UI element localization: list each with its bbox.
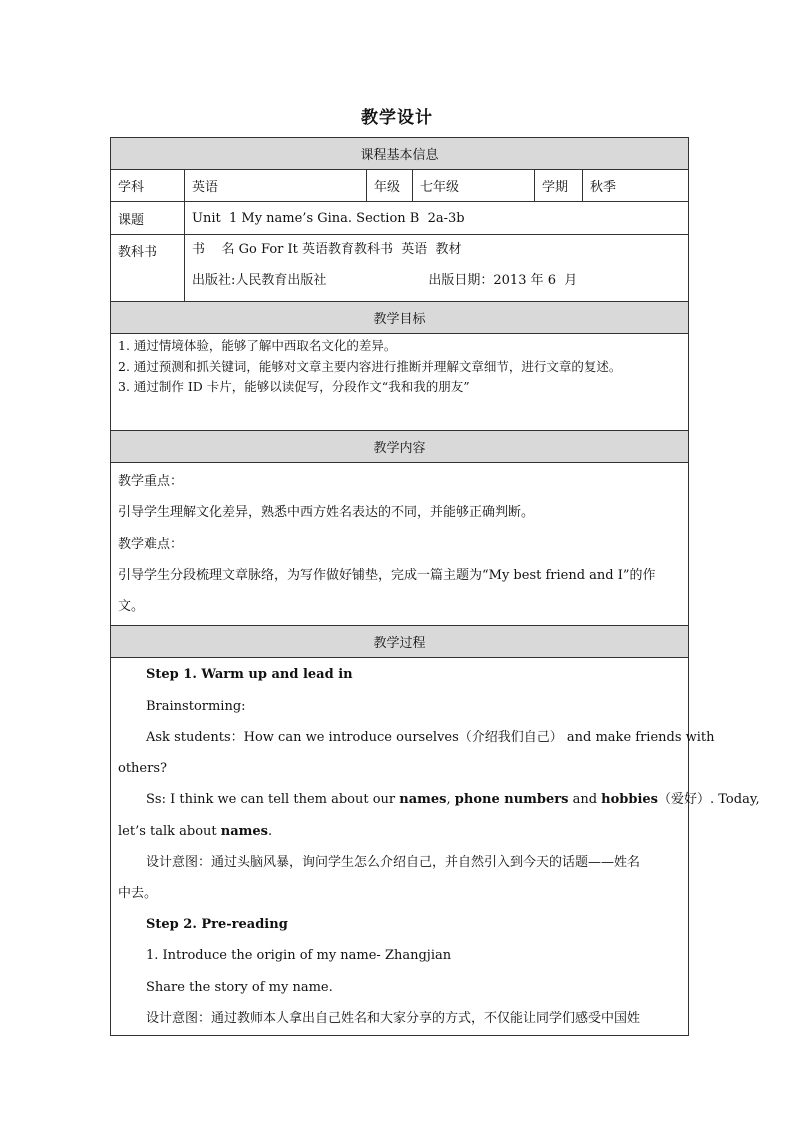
lesson-plan-table (110, 137, 760, 1036)
objective-item: 3. 通过制作 ID 卡片，能够以读促写，分段作文“我和我的朋友” (118, 379, 470, 394)
keyword-phone-numbers: phone numbers (454, 792, 569, 808)
subject-label: 学科 (111, 170, 185, 202)
textbook-publish-line (192, 272, 681, 290)
answer-text: . (268, 823, 273, 839)
textbook-name: 书 名 Go For It 英语教育教科书 英语 教材 (192, 242, 462, 257)
origin-text: 1. Introduce the origin of my name- Zhangjian (146, 948, 452, 964)
objectives-list (111, 334, 689, 431)
term-value: 秋季 (583, 170, 689, 202)
term-label: 学期 (535, 170, 583, 202)
page-title: 教学设计 (361, 108, 433, 128)
publisher: 出版社:人民教育出版社 (192, 273, 327, 288)
answer-text: let’s talk about (118, 823, 221, 839)
difficult-point-label: 教学难点： (118, 536, 184, 552)
process-body (111, 658, 760, 1036)
answer-text: Ss: I think we can tell them about our (146, 792, 400, 808)
section-header-basic-info: 课程基本信息 (111, 138, 689, 170)
section-header-process: 教学过程 (111, 626, 689, 658)
textbook-label: 教科书 (111, 235, 185, 302)
design-intent-1: 设计意图：通过头脑风暴，询问学生怎么介绍自己，并自然引入到今天的话题——姓名 (146, 854, 641, 870)
difficult-point-text-cont: 文。 (118, 599, 145, 615)
subject-value: 英语 (185, 170, 367, 202)
key-point-text: 引导学生理解文化差异，熟悉中西方姓名表达的不同，并能够正确判断。 (118, 505, 535, 521)
grade-value: 七年级 (413, 170, 535, 202)
design-intent-1-cont: 中去。 (118, 885, 158, 901)
key-point-label: 教学重点： (118, 474, 184, 489)
topic-label: 课题 (111, 202, 185, 235)
students-answer (118, 784, 760, 815)
ask-students-text-cont: others? (118, 761, 167, 777)
objective-item: 2. 通过预测和抓关键词，能够对文章主要内容进行推断并理解文章细节，进行文章的复述。 (118, 358, 622, 374)
section-header-content: 教学内容 (111, 431, 689, 463)
keyword-hobbies: hobbies (601, 792, 658, 808)
topic-value: Unit 1 My name’s Gina. Section B 2a-3b (185, 202, 689, 235)
share-text: Share the story of my name. (146, 979, 333, 995)
brainstorming-text: Brainstorming: (146, 698, 246, 714)
grade-label: 年级 (367, 170, 413, 202)
objective-item: 1. 通过情境体验，能够了解中西取名文化的差异。 (118, 338, 397, 353)
section-header-objectives: 教学目标 (111, 302, 689, 334)
design-intent-2: 设计意图：通过教师本人拿出自己姓名和大家分享的方式，不仅能让同学们感受中国姓 (146, 1010, 641, 1026)
content-body (111, 463, 689, 626)
answer-text: （爱好）. Today, (658, 792, 760, 808)
difficult-point-text: 引导学生分段梳理文章脉络，为写作做好铺垫，完成一篇主题为“My best friend and I”的作 (118, 567, 656, 583)
keyword-names: names (220, 823, 269, 839)
step-1-heading: Step 1. Warm up and lead in (146, 667, 353, 683)
step-2-heading: Step 2. Pre-reading (146, 917, 288, 933)
ask-students-text: Ask students：How can we introduce ourselves（介绍我们自己） and make friends with (146, 729, 715, 745)
keyword-names: names (399, 792, 447, 808)
students-answer-cont (118, 816, 681, 847)
answer-text: and (568, 792, 602, 808)
publish-date: 出版日期：2013 年 6 月 (428, 273, 578, 288)
answer-text: , (446, 792, 455, 808)
textbook-info (185, 235, 689, 302)
